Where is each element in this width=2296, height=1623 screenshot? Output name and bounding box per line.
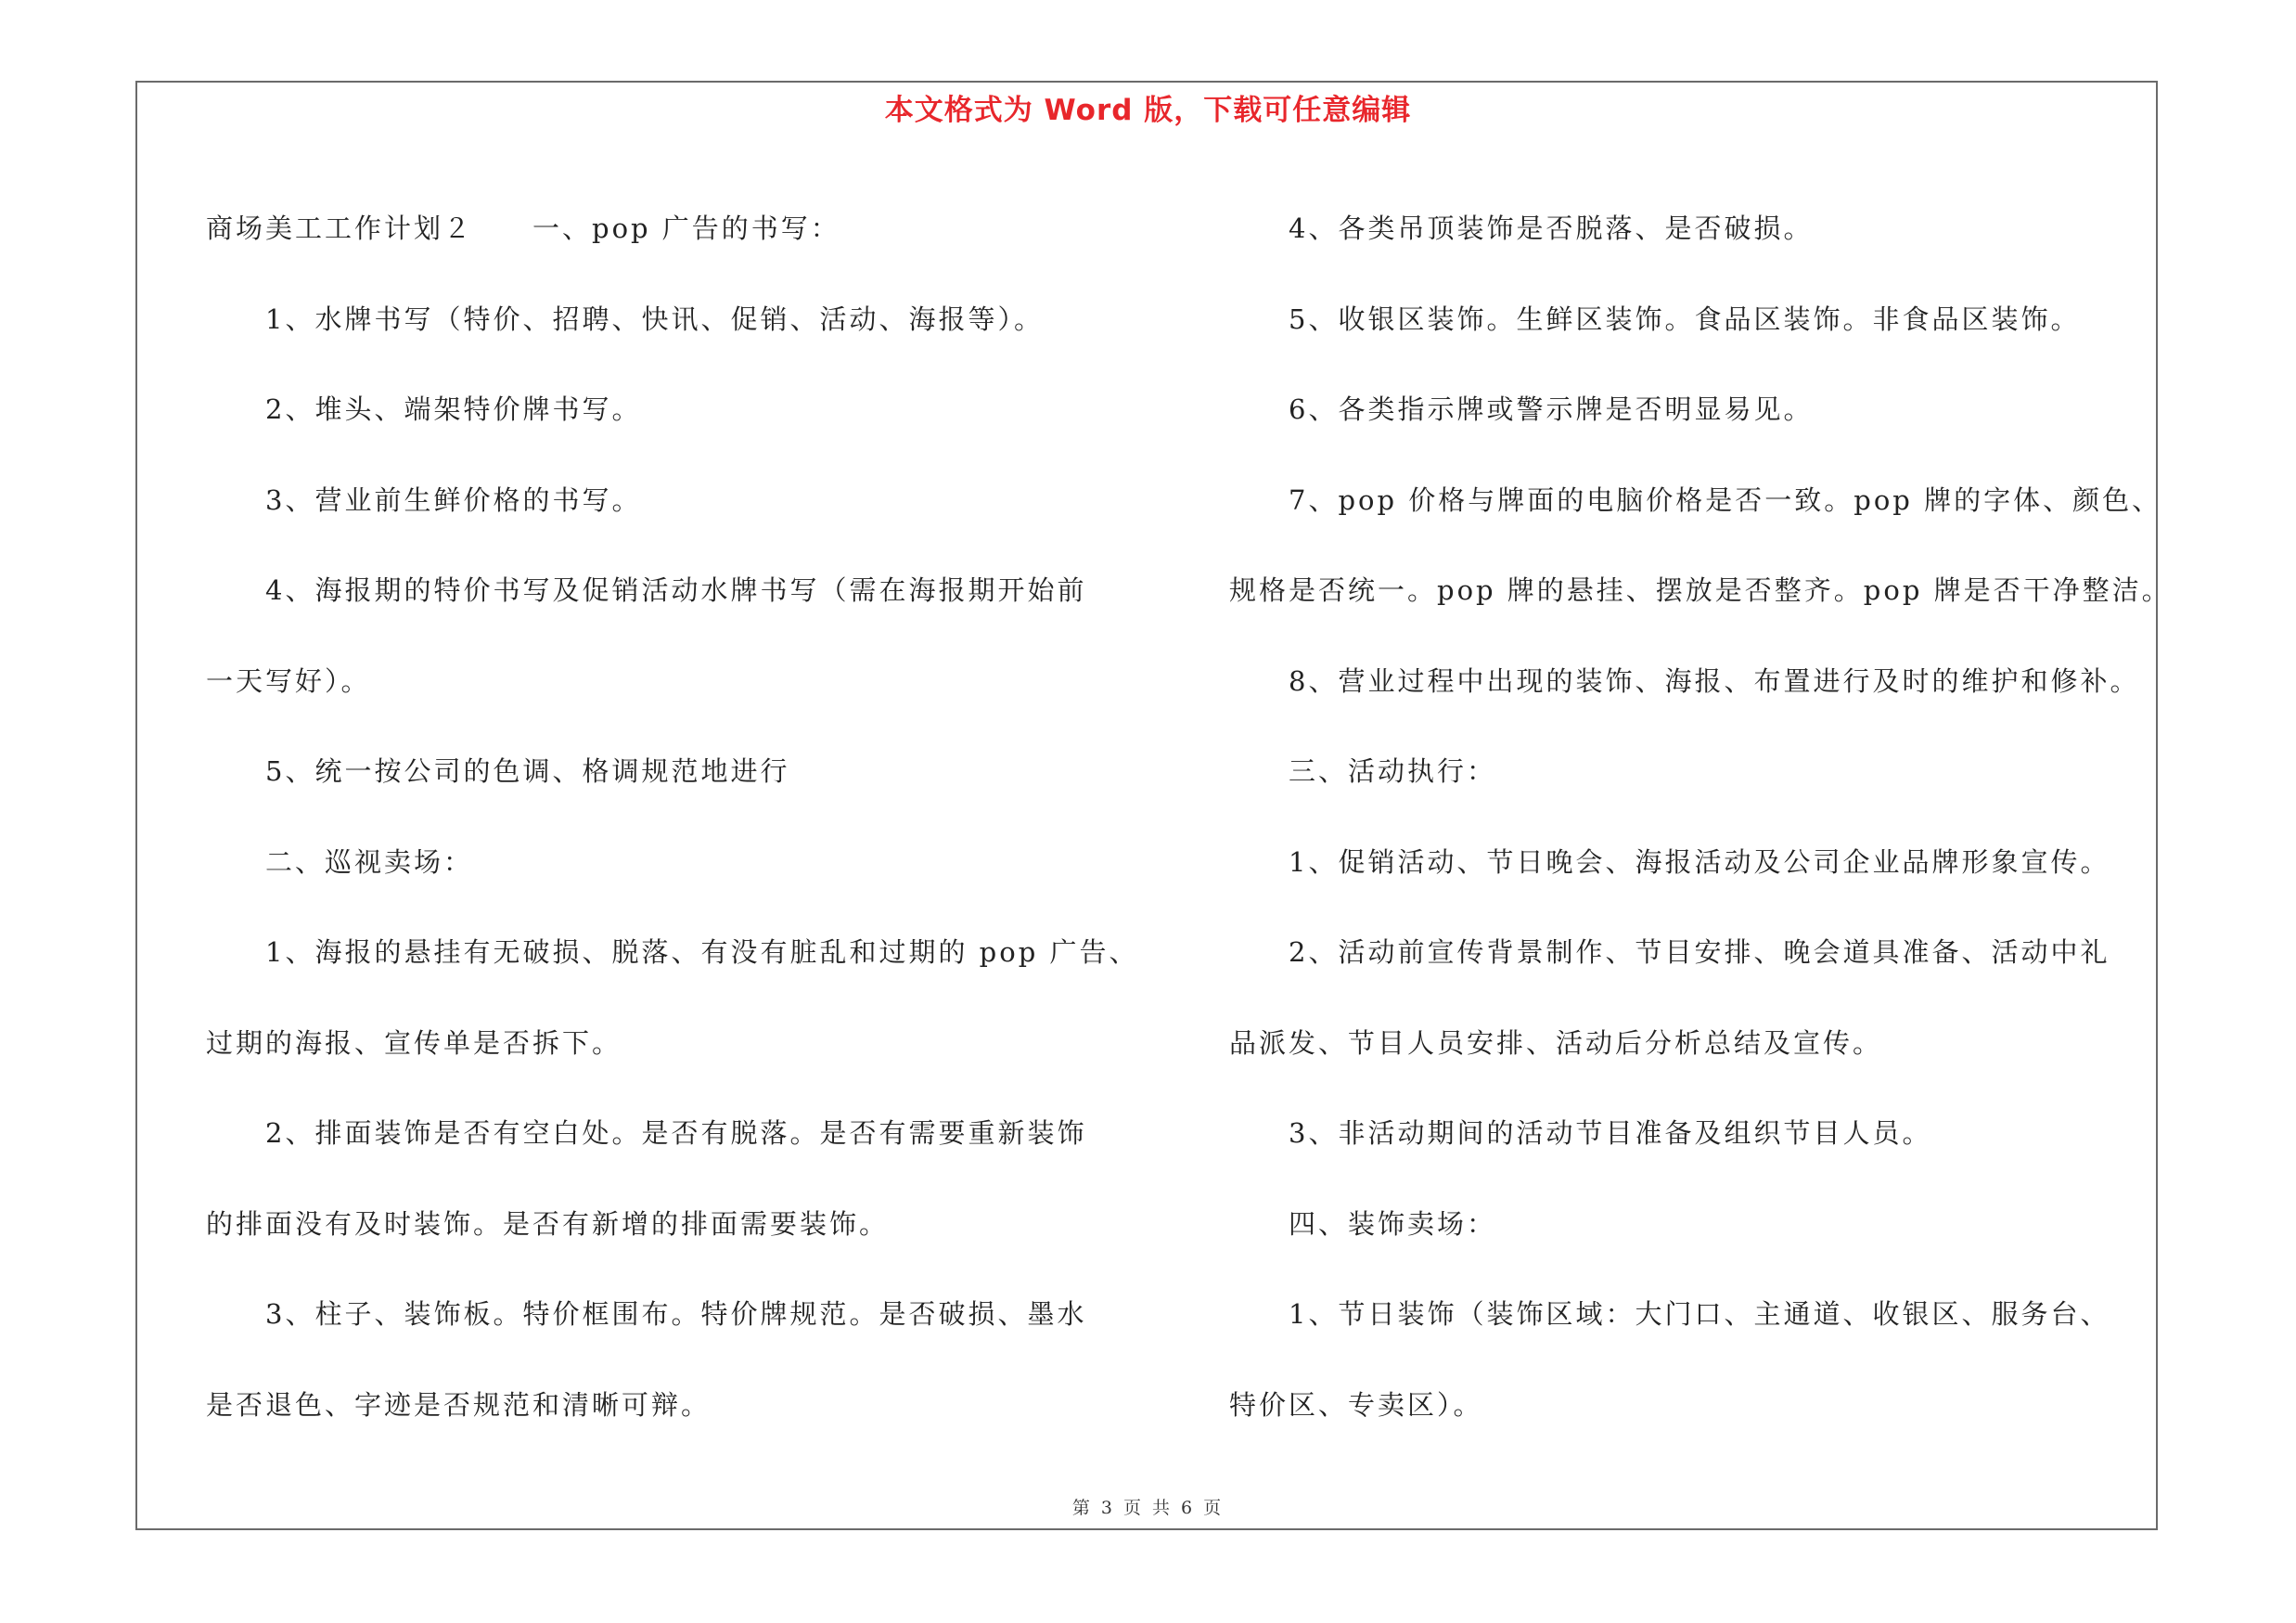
text-line: 8、营业过程中出现的装饰、海报、布置进行及时的维护和修补。 (1289, 664, 2140, 697)
text-line: 的排面没有及时装饰。是否有新增的排面需要装饰。 (206, 1207, 890, 1240)
text-line: 品派发、节目人员安排、活动后分析总结及宣传。 (1229, 1026, 1883, 1059)
text-line: 四、装饰卖场： (1289, 1207, 1497, 1240)
text-line: 特价区、专卖区）。 (1229, 1388, 1483, 1421)
text-line: 3、非活动期间的活动节目准备及组织节目人员。 (1289, 1117, 1932, 1149)
text-line: 3、营业前生鲜价格的书写。 (265, 483, 642, 516)
text-line: 1、节日装饰（装饰区域：大门口、主通道、收银区、服务台、 (1289, 1298, 2110, 1330)
text-line: 4、各类吊顶装饰是否脱落、是否破损。 (1289, 213, 1814, 244)
text-line: 规格是否统一。pop 牌的悬挂、摆放是否整齐。pop 牌是否干净整洁。 (1229, 574, 2172, 606)
text-line: 7、pop 价格与牌面的电脑价格是否一致。pop 牌的字体、颜色、 (1289, 483, 2162, 516)
left-text-column (206, 184, 1161, 1450)
text-line: 3、柱子、装饰板。特价框围布。特价牌规范。是否破损、墨水 (265, 1298, 1087, 1330)
text-line: 是否退色、字迹是否规范和清晰可辩。 (206, 1388, 712, 1421)
text-line: 1、海报的悬挂有无破损、脱落、有没有脏乱和过期的 pop 广告、 (265, 936, 1139, 968)
text-line: 三、活动执行： (1289, 755, 1497, 787)
text-line: 2、排面装饰是否有空白处。是否有脱落。是否有需要重新装饰 (265, 1117, 1087, 1149)
text-line: 1、促销活动、节日晚会、海报活动及公司企业品牌形象宣传。 (1289, 845, 2110, 878)
text-line: 2、堆头、端架特价牌书写。 (265, 393, 642, 425)
word-format-banner: 本文格式为 Word 版，下载可任意编辑 (884, 94, 1412, 127)
text-line: 4、海报期的特价书写及促销活动水牌书写（需在海报期开始前 (265, 574, 1087, 606)
page-number-footer: 第 3 页 共 6 页 (1071, 1498, 1225, 1518)
text-line: 6、各类指示牌或警示牌是否明显易见。 (1289, 393, 1814, 425)
right-text-column (1229, 184, 2175, 1450)
text-line: 5、统一按公司的色调、格调规范地进行 (265, 755, 790, 787)
text-line: 商场美工工作计划２ 一、pop 广告的书写： (206, 213, 840, 244)
text-line: 一天写好）。 (206, 664, 371, 697)
text-line: 1、水牌书写（特价、招聘、快讯、促销、活动、海报等）。 (265, 303, 1044, 335)
text-line: 过期的海报、宣传单是否拆下。 (206, 1026, 622, 1059)
text-line: 2、活动前宣传背景制作、节目安排、晚会道具准备、活动中礼 (1289, 936, 2110, 968)
text-line: 5、收银区装饰。生鲜区装饰。食品区装饰。非食品区装饰。 (1289, 303, 2081, 335)
text-line: 二、巡视卖场： (265, 845, 474, 878)
